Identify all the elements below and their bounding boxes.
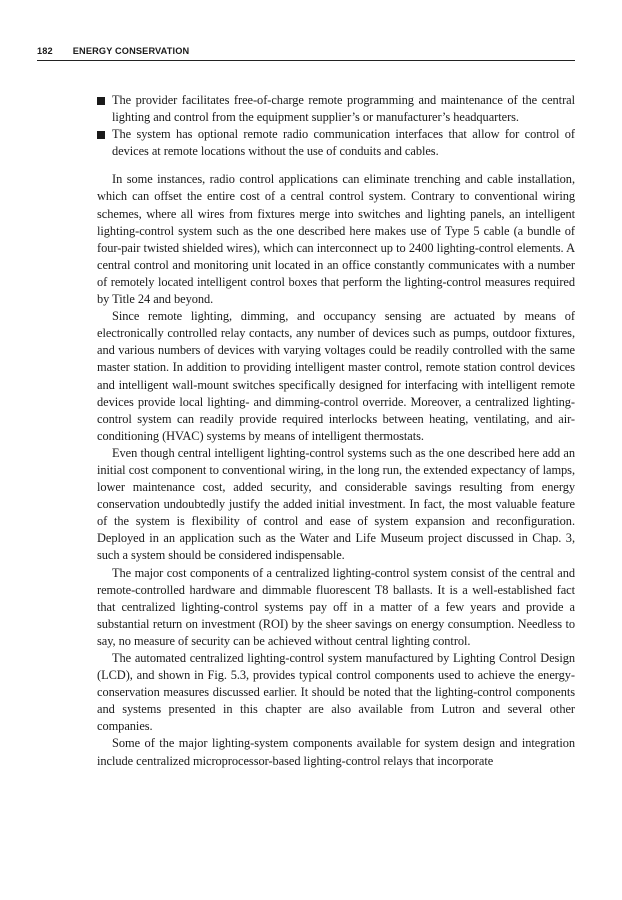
paragraph: Even though central intelligent lighting-control systems such as the one described here add an initial cost component to conventional wiring, in the long run, the extended expectancy of lamps, lower maintenance cost, added security, and considerable savings resulting from energy conservation undoubtedly justify the added initial investment. In fact, the most valuable feature of the system is flexibility of control and ease of system expansion and reconfiguration. Deployed in an application such as the Water and Life Museum project discussed in Chap. 3, such a system should be considered indispensable. bbox=[97, 445, 575, 563]
page-number: 182 bbox=[37, 46, 53, 56]
paragraph: The automated centralized lighting-control system manufactured by Lighting Control Design (LCD), and shown in Fig. 5.3, provides typical control components used to achieve the energy-conservation measures discussed earlier. It should be noted that the lighting-control components and systems presented in this chapter are also available from Lutron and several other companies. bbox=[97, 651, 575, 734]
paragraph: Some of the major lighting-system components available for system design and integration include centralized microprocessor-based lighting-control relays that incorporate bbox=[97, 736, 575, 768]
bullet-item bbox=[97, 126, 575, 160]
bullet-item bbox=[97, 92, 575, 126]
bullet-text: The system has optional remote radio communication interfaces that allow for control of devices at remote locations without the use of conduits and cables. bbox=[112, 127, 575, 159]
square-bullet-icon bbox=[97, 131, 105, 139]
square-bullet-icon bbox=[97, 97, 105, 105]
body-text bbox=[97, 92, 575, 770]
running-title: ENERGY CONSERVATION bbox=[72, 46, 190, 56]
running-header bbox=[37, 46, 575, 61]
paragraph: The major cost components of a centralized lighting-control system consist of the central and remote-controlled hardware and dimmable fluorescent T8 ballasts. It is a well-established fact that centralized lighting-control systems pay off in a matter of a few years and provide a substantial return on investment (ROI) by the sheer savings on energy consumption. Needless to say, no measure of security can be achieved without central lighting control. bbox=[97, 565, 575, 648]
paragraph: In some instances, radio control applications can eliminate trenching and cable installation, which can offset the entire cost of a central control system. Contrary to conventional wiring schemes, where all wires from fixtures merge into switches and lighting panels, an intelligent lighting-control system such as the one described here makes use of Type 5 cable (a bundle of four-pair twisted shielded wires), which can interconnect up to 2400 lighting-control elements. A central control and monitoring unit located in an office constantly communicates with a number of remotely located intelligent control boxes that perform the lighting-control measures required by Title 24 and beyond. bbox=[97, 172, 575, 307]
bullet-text: The provider facilitates free-of-charge remote programming and maintenance of the central lighting and control from the equipment supplier’s or manufacturer’s headquarters. bbox=[112, 93, 575, 125]
paragraph: Since remote lighting, dimming, and occupancy sensing are actuated by means of electronically controlled relay contacts, any number of devices such as pumps, outdoor fixtures, and various numbers of devices with varying voltages could be readily controlled with the same master station. In addition to providing intelligent master control, remote station control devices and intelligent wall-mount switches specifically designed for interfacing with intelligent remote devices provide local lighting- and dimming-control override. Moreover, a centralized lighting-control system can readily provide required interlocks between heating, ventilating, and air-conditioning (HVAC) systems by means of intelligent thermostats. bbox=[97, 309, 575, 443]
bullet-list bbox=[97, 92, 575, 160]
